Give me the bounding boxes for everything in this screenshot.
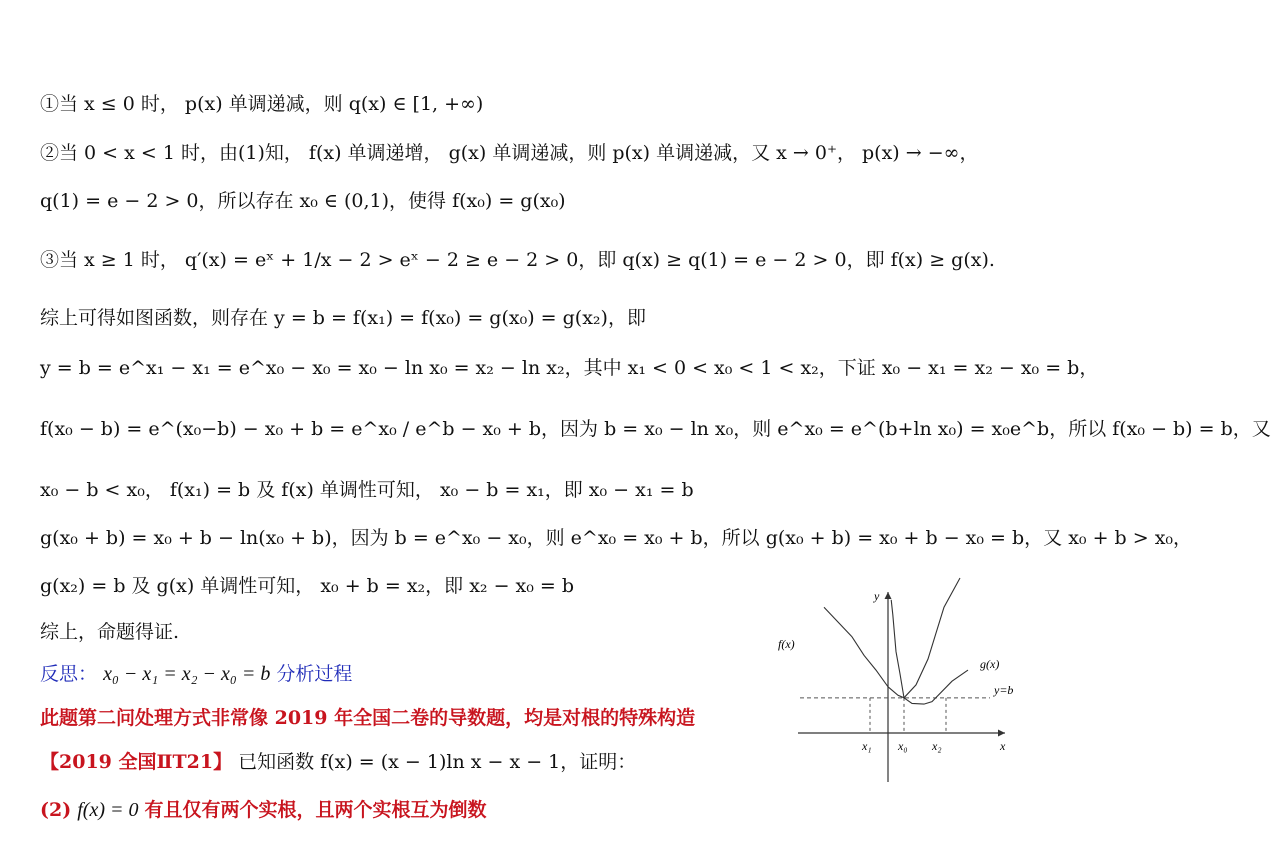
reflection-line (40, 662, 352, 686)
case-2-line: ②当 0 < x < 1 时，由(1)知， f(x) 单调递增， g(x) 单调递减，则 p(x) 单调递减，又 x → 0⁺， p(x) → −∞， (40, 142, 979, 164)
x0-label: x₀ (898, 739, 908, 753)
part2-text: 有且仅有两个实根，且两个实根互为倒数 (144, 799, 487, 821)
source-line (40, 750, 636, 774)
reflection-formula: x₀ − x₁ = x₂ − x₀ = b (103, 663, 271, 685)
case-2-cont-line: q(1) = e − 2 > 0，所以存在 x₀ ∈ (0,1)，使得 f(x₀) = g(x₀) (40, 190, 566, 212)
source-tag: 【2019 全国ⅡT21】 (40, 751, 233, 773)
reflection-label: 反思： (40, 663, 98, 685)
part2-label: (2) (40, 799, 72, 821)
part2-line (40, 798, 487, 822)
reflection-suffix: 分析过程 (276, 663, 353, 685)
proof-line-2: x₀ − b < x₀， f(x₁) = b 及 f(x) 单调性可知， x₀ − b = x₁，即 x₀ − x₁ = b (40, 479, 694, 501)
case-1-line: ①当 x ≤ 0 时， p(x) 单调递减，则 q(x) ∈ [1, +∞) (40, 93, 484, 115)
x-axis-label: x (1000, 739, 1006, 753)
g-label: g(x) (980, 657, 1000, 671)
f-curve (824, 578, 960, 698)
f-label: f(x) (778, 637, 795, 651)
summary-line: 综上可得如图函数，则存在 y = b = f(x₁) = f(x₀) = g(x₀) = g(x₂)，即 (40, 307, 646, 329)
x1-label: x₁ (862, 739, 872, 753)
proof-line-1: f(x₀ − b) = e^(x₀−b) − x₀ + b = e^x₀ / e^b − x₀ + b，因为 b = x₀ − ln x₀，则 e^x₀ = e^(b+ln x₀) = x₀e^b，所以 f(x₀ − b) = b，又 (40, 418, 1271, 440)
x2-label: x₂ (932, 739, 942, 753)
note-line: 此题第二问处理方式非常像 2019 年全国二卷的导数题，均是对根的特殊构造 (40, 707, 696, 729)
yb-label: y=b (994, 683, 1014, 697)
g-curve (891, 600, 968, 704)
function-graph (770, 570, 1040, 790)
part2-formula: f(x) = 0 (77, 799, 139, 821)
equation-line: y = b = e^x₁ − x₁ = e^x₀ − x₀ = x₀ − ln x₀ = x₂ − ln x₂，其中 x₁ < 0 < x₀ < 1 < x₂，下证 x₀ − x₁ = x₂ − x₀ = b， (40, 357, 1099, 379)
y-axis-label: y (874, 589, 880, 603)
conclusion-line: 综上，命题得证. (40, 621, 180, 643)
case-3-line: ③当 x ≥ 1 时， q′(x) = eˣ + 1/x − 2 > eˣ − 2 ≥ e − 2 > 0，即 q(x) ≥ q(1) = e − 2 > 0，即 f(x) ≥ g(x). (40, 249, 995, 271)
proof-line-3: g(x₀ + b) = x₀ + b − ln(x₀ + b)，因为 b = e^x₀ − x₀，则 e^x₀ = x₀ + b，所以 g(x₀ + b) = x₀ + b − x₀ = b，又 x₀ + b > x₀， (40, 527, 1193, 549)
proof-line-4: g(x₂) = b 及 g(x) 单调性可知， x₀ + b = x₂，即 x₂ − x₀ = b (40, 575, 575, 597)
source-text: 已知函数 f(x) = (x − 1)ln x − x − 1，证明： (238, 751, 637, 773)
